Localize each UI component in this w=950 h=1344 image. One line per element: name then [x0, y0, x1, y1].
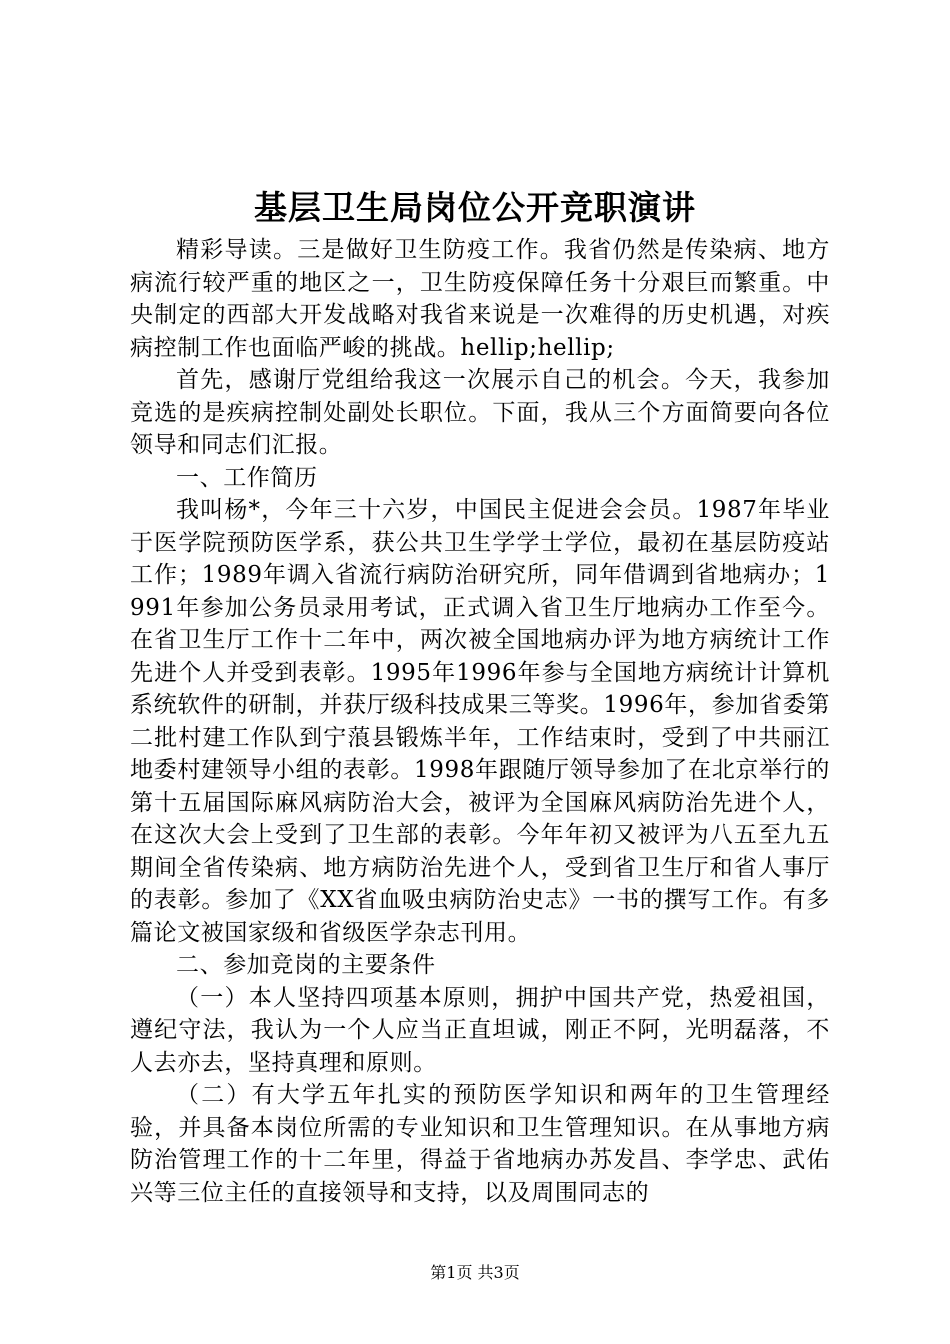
- page-number-footer: 第1页 共3页: [430, 1263, 520, 1282]
- section-heading-conditions: 二、参加竞岗的主要条件: [176, 952, 436, 978]
- paragraph-condition-1: （一）本人坚持四项基本原则，拥护中国共产党，热爱祖国，遵纪守法，我认为一个人应当正直坦诚，刚正不阿，光明磊落，不人去亦去，坚持真理和原则。: [130, 984, 830, 1076]
- paragraph-work-history: 我叫杨*，今年三十六岁，中国民主促进会会员。1987年毕业于医学院预防医学系，获公共卫生学学士学位，最初在基层防疫站工作；1989年调入省流行病防治研究所，同年借调到省地病办；1991年参加公务员录用考试，正式调入省卫生厅地病办工作至今。在省卫生厅工作十二年中，两次被全国地病办评为地方病统计工作先进个人并受到表彰。1995年1996年参与全国地方病统计计算机系统软件的研制，并获厅级科技成果三等奖。1996年，参加省委第二批村建工作队到宁蒗县锻炼半年，工作结束时，受到了中共丽江地委村建领导小组的表彰。1998年跟随厅领导参加了在北京举行的第十五届国际麻风病防治大会，被评为全国麻风病防治先进个人，在这次大会上受到了卫生部的表彰。今年年初又被评为八五至九五期间全省传染病、地方病防治先进个人，受到省卫生厅和省人事厅的表彰。参加了《XX省血吸虫病防治史志》一书的撰写工作。有多篇论文被国家级和省级医学杂志刊用。: [130, 497, 830, 946]
- paragraph-condition-2: （二）有大学五年扎实的预防医学知识和两年的卫生管理经验，并具备本岗位所需的专业知识和卫生管理知识。在从事地方病防治管理工作的十二年里，得益于省地病办苏发昌、李学忠、武佑兴等三位主任的直接领导和支持，以及周围同志的: [130, 1082, 830, 1206]
- document-body: [130, 234, 830, 1209]
- paragraph-intro: 精彩导读。三是做好卫生防疫工作。我省仍然是传染病、地方病流行较严重的地区之一，卫生防疫保障任务十分艰巨而繁重。中央制定的西部大开发战略对我省来说是一次难得的历史机遇，对疾病控制工作也面临严峻的挑战。hellip;hellip;: [130, 237, 830, 361]
- document-title: 基层卫生局岗位公开竞职演讲: [254, 188, 696, 227]
- paragraph-opening: 首先，感谢厅党组给我这一次展示自己的机会。今天，我参加竞选的是疾病控制处副处长职位。下面，我从三个方面简要向各位领导和同志们汇报。: [130, 367, 830, 458]
- section-heading-work-history: 一、工作简历: [176, 464, 318, 491]
